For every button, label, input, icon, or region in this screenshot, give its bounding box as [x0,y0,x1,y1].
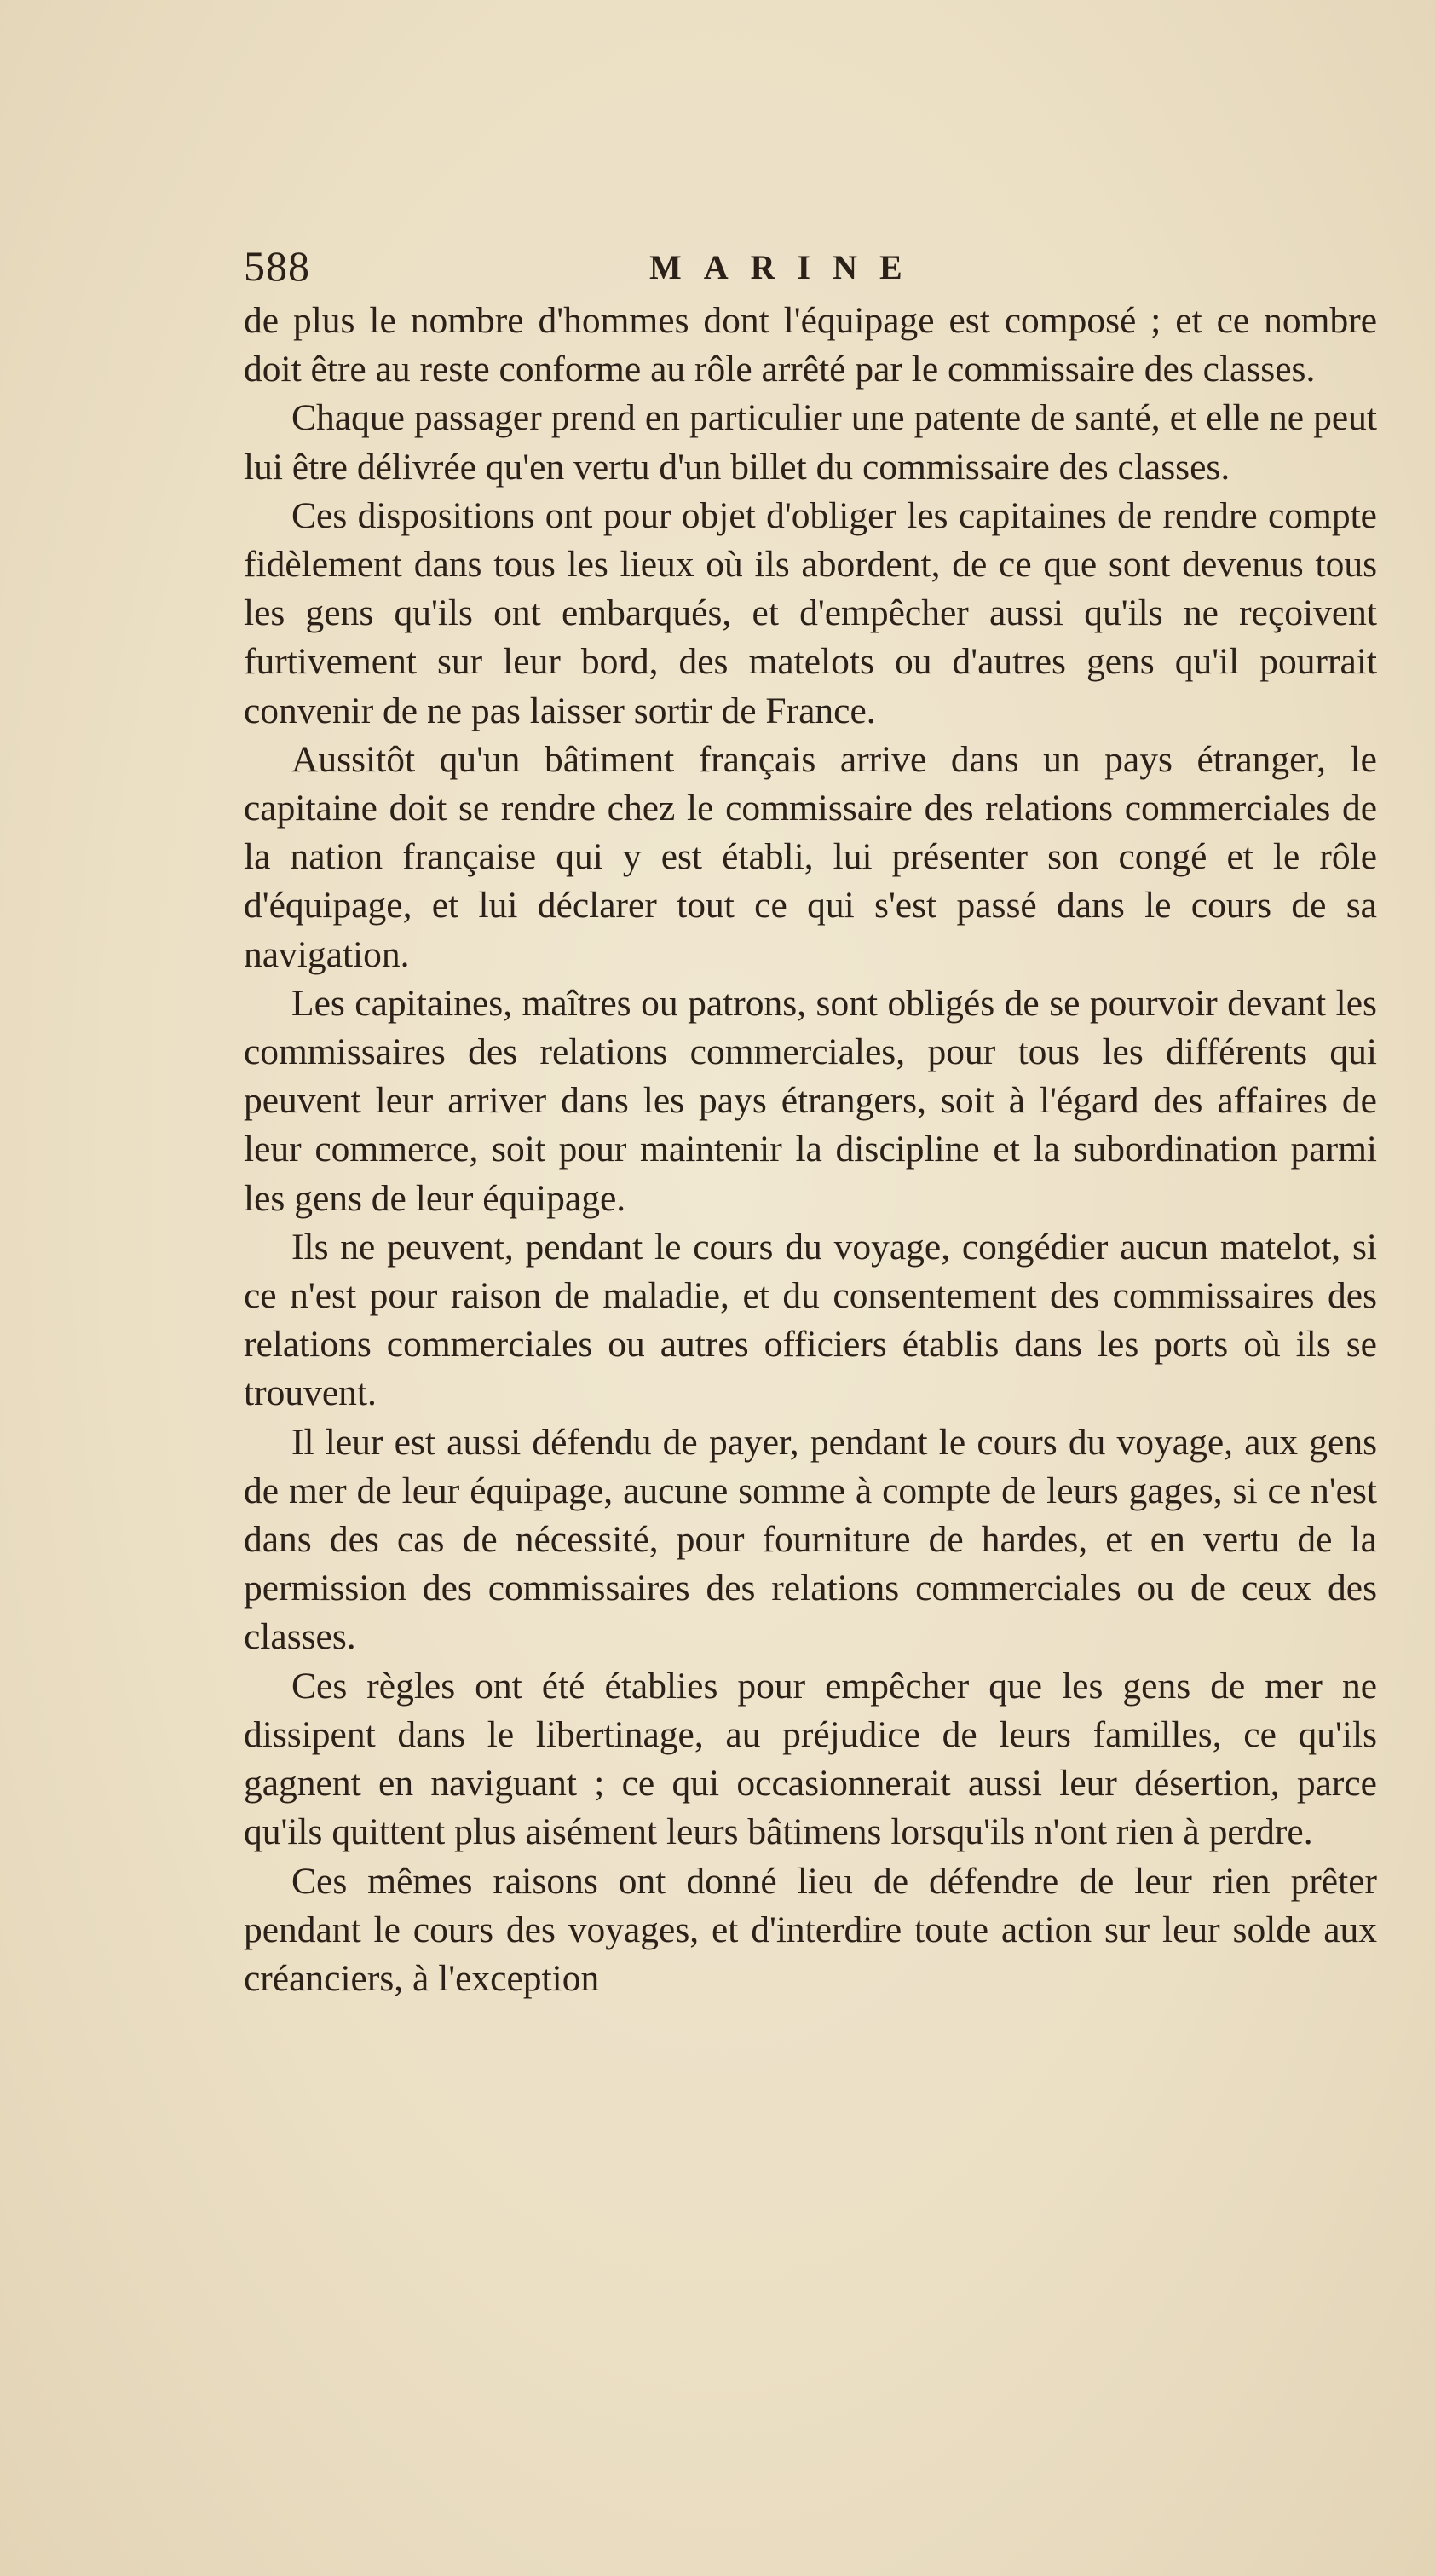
paragraph: Il leur est aussi défendu de payer, pendant le cours du voyage, aux gens de mer de leur équipage, aucune somme à compte de leurs gages, si ce n'est dans des cas de nécessité, pour fourniture de hardes, et en vertu de la permission des commissaires des relations commerciales ou de ceux des classes. [244,1421,1377,1658]
page-number: 588 [244,242,310,290]
paragraph: Chaque passager prend en particulier une patente de santé, et elle ne peut lui être délivrée qu'en vertu d'un billet du commissaire des classes. [244,397,1377,488]
paragraph: Ces mêmes raisons ont donné lieu de défendre de leur rien prêter pendant le cours des voyages, et d'interdire toute action sur leur solde aux créanciers, à l'exception [244,1860,1377,1999]
paragraph-continued: de plus le nombre d'hommes dont l'équipage est composé ; et ce nombre doit être au reste conforme au rôle arrêté par le commissaire des classes. [244,300,1377,390]
paragraph: Ces dispositions ont pour objet d'obliger les capitaines de rendre compte fidèlement dans tous les lieux où ils abordent, de ce que sont devenus tous les gens qu'ils ont embarqués, et d'empêcher aussi qu'ils ne reçoivent furtivement sur leur bord, des matelots ou d'autres gens qu'il pourrait convenir de ne pas laisser sortir de France. [244,494,1377,731]
running-title: MARINE [649,248,925,286]
paragraph: Les capitaines, maîtres ou patrons, sont obligés de se pourvoir devant les commissaires des relations commerciales, pour tous les différents qui peuvent leur arriver dans les pays étrangers, soit à l'égard des affaires de leur commerce, soit pour maintenir la discipline et la subordination parmi les gens de leur équipage. [244,982,1377,1219]
paragraph: Ils ne peuvent, pendant le cours du voyage, congédier aucun matelot, si ce n'est pour raison de maladie, et du consentement des commissaires des relations commerciales ou autres officiers établis dans les ports où ils se trouvent. [244,1226,1377,1414]
paragraph: Aussitôt qu'un bâtiment français arrive dans un pays étranger, le capitaine doit se rendre chez le commissaire des relations commerciales de la nation française qui y est établi, lui présenter son congé et le rôle d'équipage, et lui déclarer tout ce qui s'est passé dans le cours de sa navigation. [244,738,1377,975]
body-text [244,297,1377,2003]
paragraph: Ces règles ont été établies pour empêcher que les gens de mer ne dissipent dans le libertinage, au préjudice de leurs familles, ce qu'ils gagnent en naviguant ; ce qui occasionnerait aussi leur désertion, parce qu'ils quittent plus aisément leurs bâtimens lorsqu'ils n'ont rien à perdre. [244,1665,1377,1853]
page-header [244,240,1377,292]
